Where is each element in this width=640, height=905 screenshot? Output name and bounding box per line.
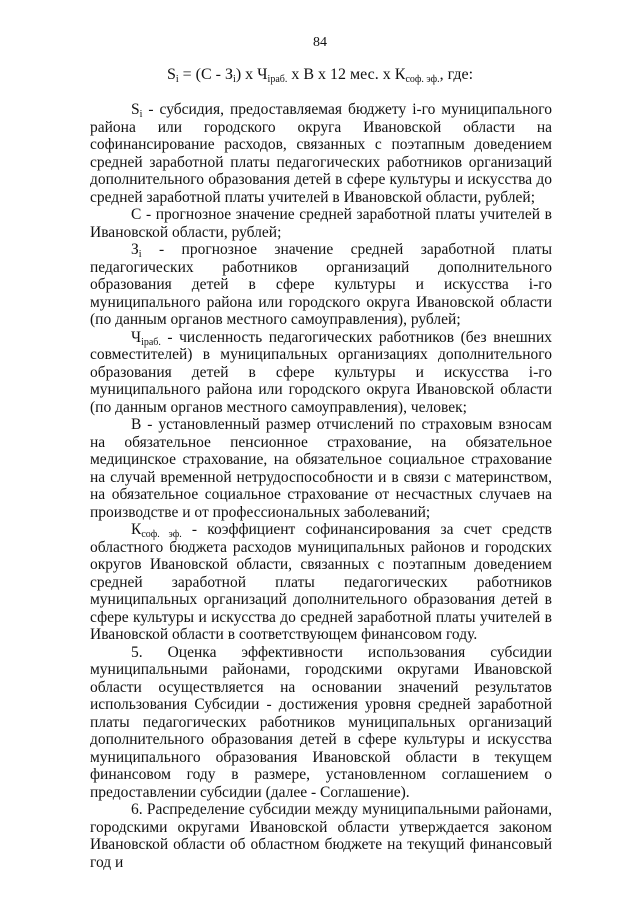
term-z: З bbox=[131, 241, 139, 258]
formula-part-1: = (С - З bbox=[178, 66, 234, 83]
term-s: S bbox=[131, 101, 140, 118]
paragraph-s-definition bbox=[90, 101, 552, 206]
paragraph-b-definition: В - установленный размер отчислений по страховым взносам на обязательное пенсионное страхование, на обязательное медицинское страхование, на обязательное социальное страхование на случай временной нетрудоспособности и в связи с материнством, на обязательное социальное страхование от несчастных случаев на производстве и от профессиональных заболеваний; bbox=[90, 416, 552, 521]
term-ch: Ч bbox=[131, 328, 142, 346]
paragraph-k-definition bbox=[90, 521, 552, 644]
term-k: К bbox=[131, 521, 142, 538]
page-number: 84 bbox=[313, 35, 327, 50]
definition-k-text: - коэффициент софинансирования за счет средств областного бюджета расходов муниципальных районов и городских округов Ивановской области, связанных с поэтапным доведением средней заработной платы педагогических работников муниципальных организаций дополнительного образования детей в сфере культуры и искусства до средней заработной платы учителей в Ивановской области в соответствующем финансовом году. bbox=[90, 521, 552, 643]
formula-part-3: х В х 12 мес. х К bbox=[287, 66, 406, 83]
formula-s-sub: i bbox=[175, 74, 179, 85]
term-z-sub: i bbox=[138, 249, 142, 260]
document-body bbox=[90, 101, 552, 871]
subsidy-formula bbox=[0, 66, 640, 84]
term-k-sub: соф. эф. bbox=[141, 529, 182, 540]
formula-k-sub: соф. эф. bbox=[405, 74, 440, 85]
term-ch-sub: iраб. bbox=[141, 336, 161, 348]
paragraph-section-5: 5. Оценка эффективности использования субсидии муниципальными районами, городскими округами Ивановской области осуществляется на основании значений результатов использования Субсидии - достижения уровня средней заработной платы педагогических работников муниципальных организаций дополнительного образования детей в сфере культуры и искусства муниципального образования Ивановской области в текущем финансовом году в размере, установленном соглашением о предоставлении субсидии (далее - Соглашение). bbox=[90, 643, 552, 801]
paragraph-c-definition: С - прогнозное значение средней заработной платы учителей в Ивановской области, рублей; bbox=[90, 206, 552, 241]
definition-s-text: - субсидия, предоставляемая бюджету i-го муниципального района или городского округа Ивановской области на софинансирование расходов, связанных с поэтапным доведением средней заработной платы педагогических работников организаций дополнительного образования детей в сфере культуры и искусства до средней заработной платы учителей в Ивановской области, рублей; bbox=[90, 101, 552, 206]
paragraph-section-6: 6. Распределение субсидии между муниципальными районами, городскими округами Ивановской области утверждается законом Ивановской области об областном бюджете на текущий финансовый год и bbox=[90, 801, 552, 871]
paragraph-z-definition bbox=[90, 241, 552, 329]
formula-z-sub: i bbox=[233, 74, 236, 85]
term-s-sub: i bbox=[139, 109, 143, 120]
definition-z-text: - прогнозное значение средней заработной платы педагогических работников организаций дополнительного образования детей в сфере культуры и искусства i-го муниципального района или городского округа Ивановской области (по данным органов местного самоуправления), рублей; bbox=[90, 241, 552, 328]
paragraph-ch-definition bbox=[90, 329, 552, 417]
formula-tail: , где: bbox=[439, 66, 474, 83]
definition-ch-text: - численность педагогических работников (без внешних совместителей) в муниципальных организациях дополнительного образования детей в сфере культуры и искусства i-го муниципального района или городского округа Ивановской области (по данным органов местного самоуправления), человек; bbox=[90, 328, 552, 416]
formula-ch-sub: iраб. bbox=[267, 74, 288, 85]
formula-part-2: ) х Ч bbox=[235, 66, 268, 83]
formula-s: S bbox=[166, 66, 176, 83]
